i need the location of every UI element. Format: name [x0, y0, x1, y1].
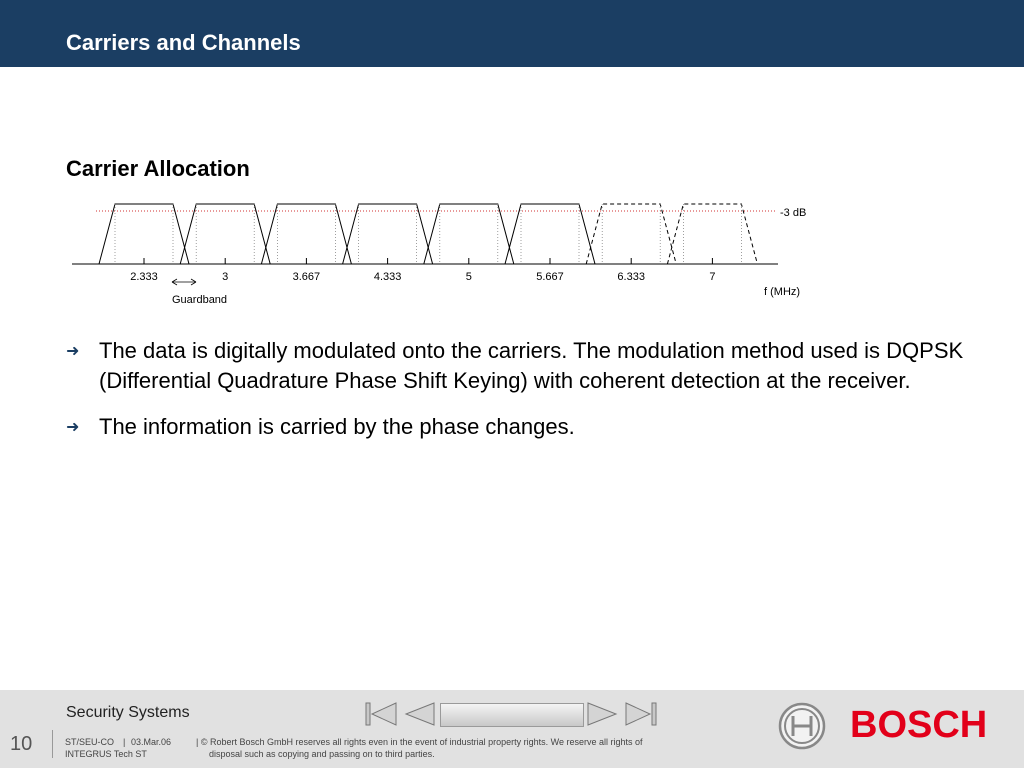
carrier-solid — [180, 204, 270, 264]
tick-label: 4.333 — [373, 271, 402, 283]
bullet-item — [66, 412, 966, 443]
bullet-item — [66, 336, 966, 396]
arrow-bullet-icon: ➜ — [66, 343, 80, 360]
copyright-text: | © Robert Bosch GmbH reserves all rights even in the event of industrial property rights. We reserve all rights of — [196, 737, 643, 747]
slide-title: Carriers and Channels — [66, 30, 301, 55]
carrier-solid — [261, 204, 351, 264]
bullet-list — [66, 336, 966, 459]
tick-label: 7 — [709, 271, 716, 283]
carrier-dashed — [586, 204, 676, 264]
first-slide-button[interactable] — [364, 700, 398, 728]
page-number: 10 — [10, 733, 33, 755]
tick-label: 3 — [222, 271, 229, 283]
carrier-solid — [505, 204, 595, 264]
header-bar — [0, 0, 1024, 67]
bosch-armature-icon — [778, 702, 826, 750]
axis-label: f (MHz) — [764, 286, 801, 298]
arrow-bullet-icon: ➜ — [66, 419, 80, 436]
tick-label: 3.667 — [292, 271, 321, 283]
copyright-text-2: disposal such as copying and passing on to third parties. — [209, 749, 435, 759]
next-slide-button[interactable] — [586, 700, 620, 728]
carrier-allocation-diagram — [60, 195, 840, 315]
company-line: Security Systems — [66, 704, 190, 721]
tick-group — [130, 258, 715, 283]
bullet-text: The data is digitally modulated onto the carriers. The modulation method used is DQPSK (Differential Quadrature Phase Shift Keying) with coherent detection at the receiver. — [99, 338, 964, 393]
dept-label: ST/SEU-CO — [65, 737, 115, 747]
slide-navigation — [364, 700, 660, 730]
carrier-dashed — [667, 204, 757, 264]
db-label: -3 dB — [780, 207, 807, 219]
meta-separator: | — [123, 737, 126, 747]
section-title: Carrier Allocation — [66, 156, 250, 181]
tick-label: 2.333 — [130, 271, 158, 283]
bullet-text: The information is carried by the phase changes. — [99, 414, 575, 439]
carrier-solid — [424, 204, 514, 264]
carrier-solid — [343, 204, 433, 264]
guardband-arrow — [172, 279, 196, 285]
carrier-solid — [99, 204, 189, 264]
sub-dept-label: INTEGRUS Tech ST — [65, 749, 147, 759]
carrier-group — [99, 204, 757, 264]
guardband-label: Guardband — [172, 294, 228, 306]
tick-label: 5.667 — [536, 271, 564, 283]
footer — [0, 690, 1024, 768]
last-slide-button[interactable] — [624, 700, 660, 728]
date-label: 03.Mar.06 — [131, 737, 172, 747]
bosch-logo-text: BOSCH — [850, 704, 988, 746]
previous-slide-button[interactable] — [402, 700, 436, 728]
slide-progress-bar[interactable] — [440, 703, 584, 727]
tick-label: 6.333 — [617, 271, 645, 283]
tick-label: 5 — [465, 271, 472, 283]
footer-divider — [52, 730, 53, 758]
